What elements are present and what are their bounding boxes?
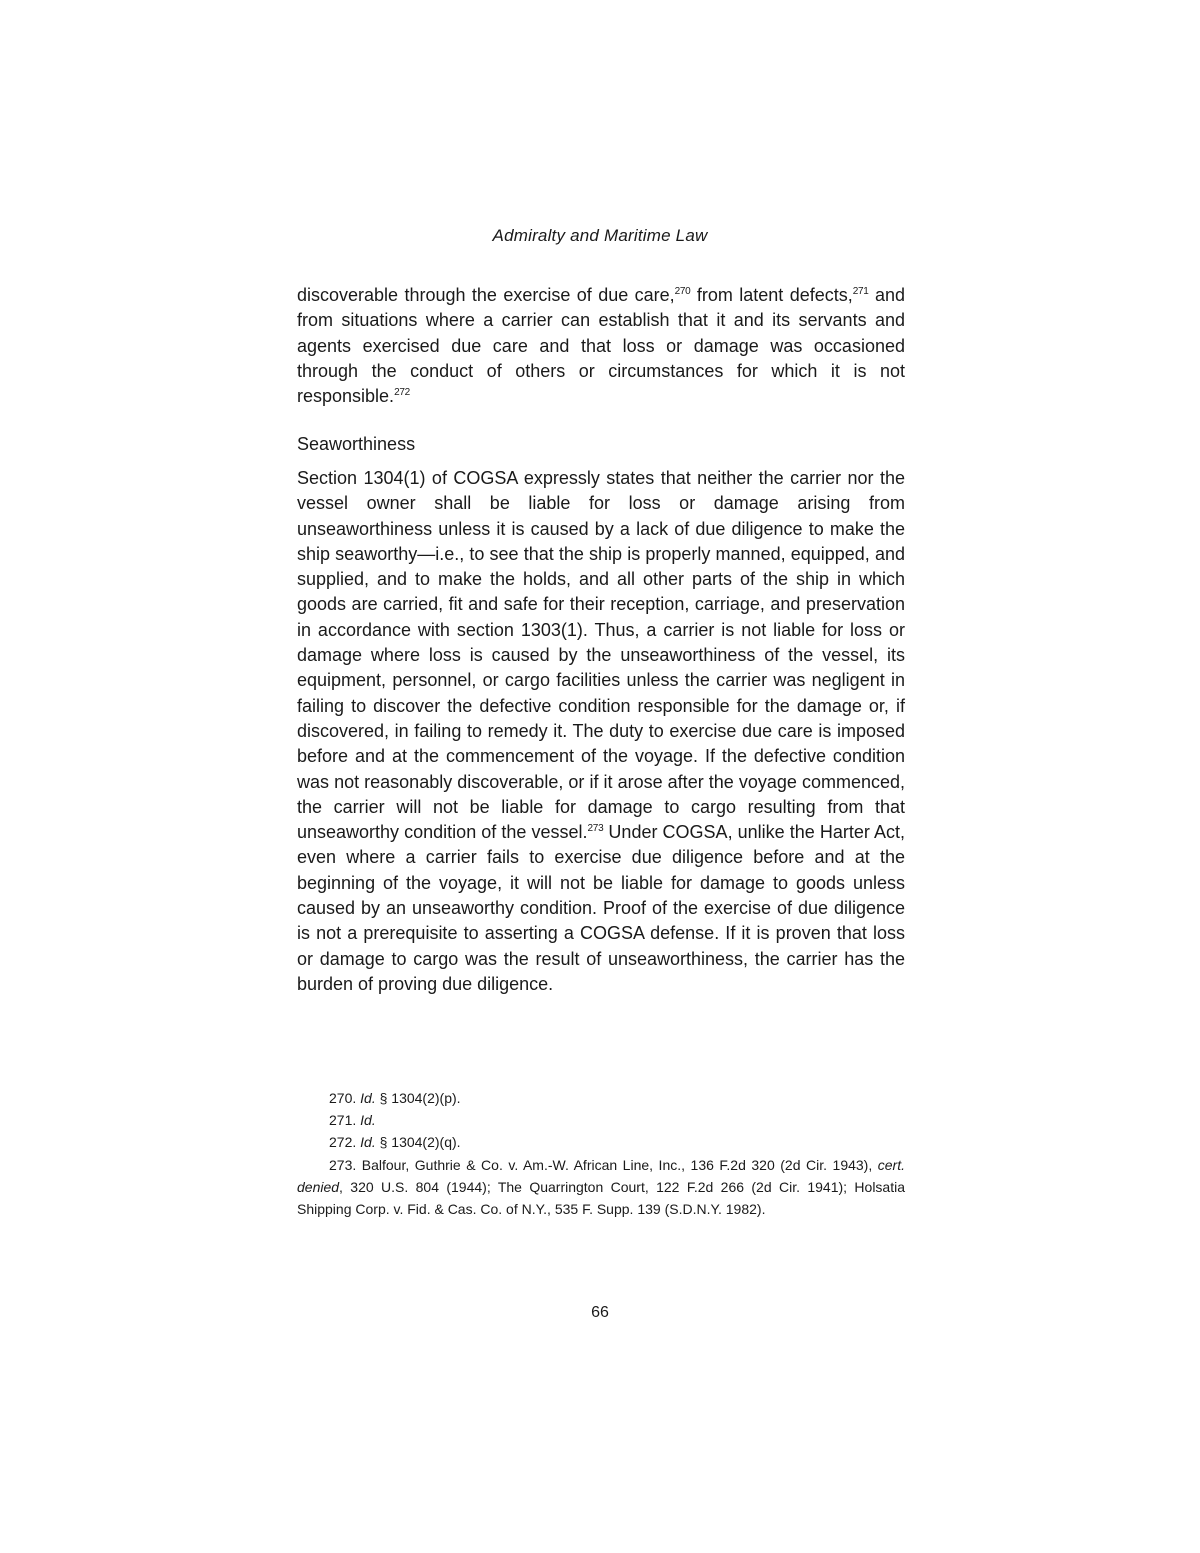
footnote-id: Id. xyxy=(360,1090,376,1106)
footnote-272 xyxy=(297,1131,905,1153)
footnotes xyxy=(297,1087,905,1220)
paragraph-text: and from situations where a carrier can establish that it and its servants and agents exercised due care and that loss or damage was occasioned through the conduct of others or circumstances for which it is not responsible. xyxy=(297,285,905,407)
footnote-text: Balfour, Guthrie & Co. v. Am.-W. African Line, Inc., 136 F.2d 320 (2d Cir. 1943), xyxy=(356,1156,878,1173)
footnote-271 xyxy=(297,1109,905,1131)
footnote-270 xyxy=(297,1087,905,1109)
footnote-id: Id. xyxy=(360,1134,376,1151)
page-number: 66 xyxy=(591,1304,609,1321)
footnote-ref-270[interactable]: 270 xyxy=(674,286,691,297)
footnote-text: § 1304(2)(p). xyxy=(375,1090,461,1106)
paragraph-text: Section 1304(1) of COGSA expressly states that neither the carrier nor the vessel owner shall be liable for loss or damage arising from unseaworthiness unless it is caused by a lack of due diligence to make the ship seaworthy—i.e., to see that the ship is properly manned, equipped, and supplied, and to make the holds, and all other parts of the ship in which goods are carried, fit and safe for their reception, carriage, and preservation in accordance with section 1303(1). Thus, a carrier is not liable for loss or damage where loss is caused by the unseaworthiness of the vessel, its equipment, personnel, or cargo facilities unless the carrier was negligent in failing to discover the defective condition responsible for the damage or, if discovered, in failing to remedy it. The duty to exercise due care is imposed before and at the commencement of the voyage. If the defective condition was not reasonably discoverable, or if it arose after the voyage commenced, the carrier will not be liable for damage to cargo resulting from that unseaworthy condition of the vessel. xyxy=(297,468,905,843)
footnote-text: , 320 U.S. 804 (1944); The Quarrington Court, 122 F.2d 266 (2d Cir. 1941); Holsatia Shipping Corp. v. Fid. & Cas. Co. of N.Y., 535 F. Supp. 139 (S.D.N.Y. 1982). xyxy=(297,1178,905,1218)
footnote-ref-272[interactable]: 272 xyxy=(394,387,410,399)
section-heading: Seaworthiness xyxy=(297,434,416,454)
paragraph-text: discoverable through the exercise of due care, xyxy=(297,285,675,305)
footnote-273 xyxy=(297,1154,905,1221)
footnote-ref-273[interactable]: 273 xyxy=(587,823,604,835)
footnote-number: 273. xyxy=(329,1156,357,1173)
footnote-text: § 1304(2)(q). xyxy=(375,1134,461,1151)
paragraph-text: from latent defects, xyxy=(690,285,853,305)
footnote-cert: cert. denied xyxy=(297,1156,905,1195)
footnote-number: 270. xyxy=(329,1090,357,1106)
footnote-ref-271[interactable]: 271 xyxy=(852,286,869,297)
footnote-number: 272. xyxy=(329,1134,357,1151)
paragraph-text: Under COGSA, unlike the Harter Act, even where a carrier fails to exercise due diligence before and at the beginning of the voyage, it will not be liable for damage to goods unless caused by an unseaworthy condition. Proof of the exercise of due diligence is not a prerequisite to asserting a COGSA defense. If it is proven that loss or damage to cargo was the result of unseaworthiness, the carrier has the burden of proving due diligence. xyxy=(297,822,906,994)
paragraph-continued xyxy=(297,283,905,409)
running-head: Admiralty and Maritime Law xyxy=(492,226,708,245)
paragraph-seaworthiness xyxy=(297,466,905,997)
footnote-id: Id. xyxy=(360,1112,376,1129)
footnote-number: 271. xyxy=(329,1112,357,1129)
